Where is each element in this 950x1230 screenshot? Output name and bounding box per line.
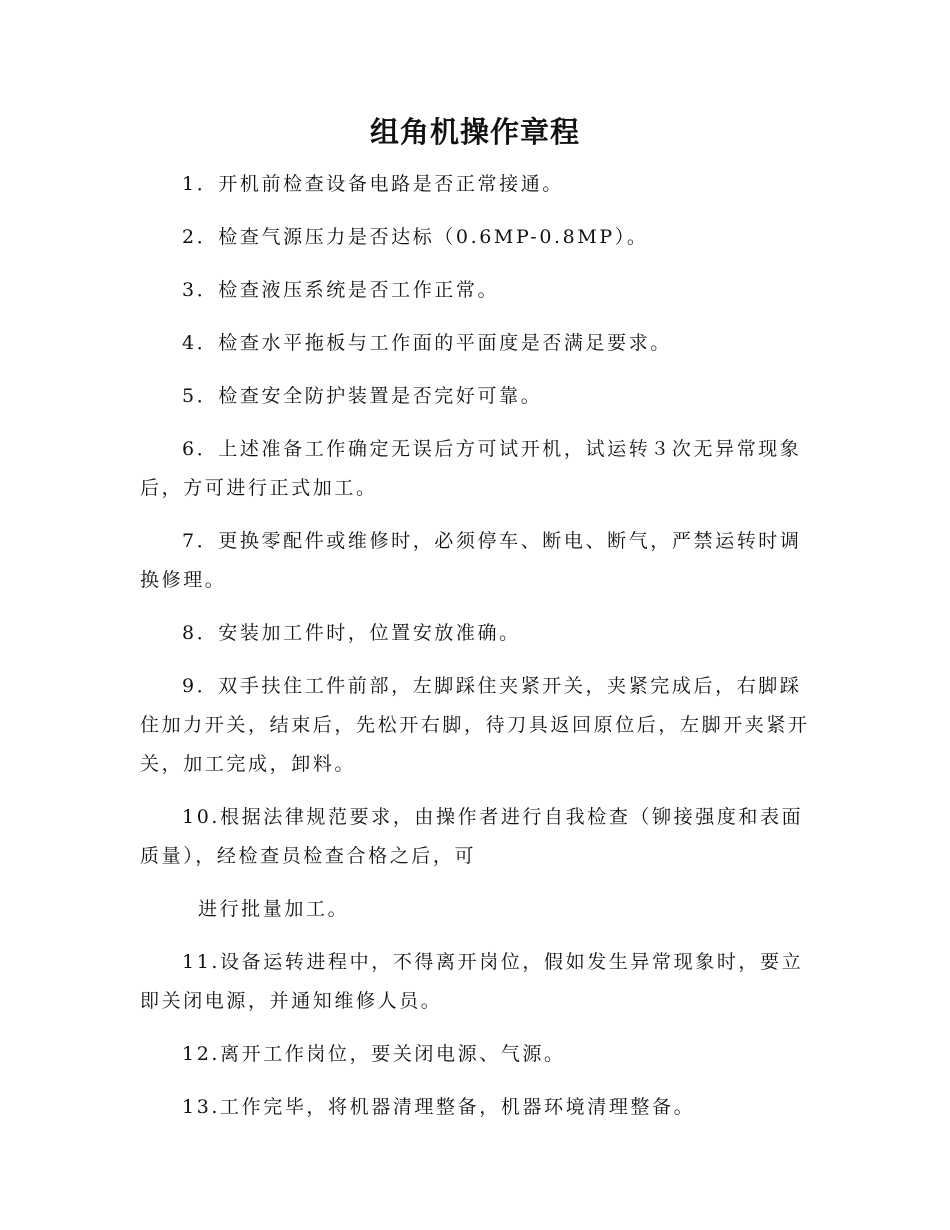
paragraph-9: 9．双手扶住工件前部，左脚踩住夹紧开关，夹紧完成后，右脚踩住加力开关，结束后，先松开右脚，待刀具返回原位后，左脚开夹紧开关，加工完成，卸料。 <box>140 675 810 775</box>
document-title: 组角机操作章程 <box>369 115 580 149</box>
paragraph-3: 3．检查液压系统是否工作正常。 <box>182 279 500 301</box>
paragraph-12: 12.离开工作岗位，要关闭电源、气源。 <box>182 1043 566 1065</box>
paragraph-5: 5．检查安全防护装置是否完好可靠。 <box>182 385 543 407</box>
document-body <box>140 165 810 1141</box>
paragraph-11: 11.设备运转进程中，不得离开岗位，假如发生异常现象时，要立即关闭电源，并通知维修人员。 <box>140 951 804 1012</box>
paragraph-2: 2．检查气源压力是否达标（0.6MP-0.8MP）。 <box>182 226 649 248</box>
paragraph-4: 4．检查水平拖板与工作面的平面度是否满足要求。 <box>182 332 672 354</box>
paragraph-1: 1．开机前检查设备电路是否正常接通。 <box>182 173 564 195</box>
paragraph-13: 13.工作完毕，将机器清理整备，机器环境清理整备。 <box>182 1096 696 1118</box>
paragraph-10-continuation: 进行批量加工。 <box>198 898 350 920</box>
paragraph-10: 10.根据法律规范要求，由操作者进行自我检查（铆接强度和表面质量），经检查员检查合格之后，可 <box>140 806 804 867</box>
paragraph-6: 6．上述准备工作确定无误后方可试开机，试运转３次无异常现象后，方可进行正式加工。 <box>140 438 802 499</box>
paragraph-8: 8．安装加工件时，位置安放准确。 <box>182 622 521 644</box>
paragraph-7: 7．更换零配件或维修时，必须停车、断电、断气，严禁运转时调换修理。 <box>140 530 802 591</box>
